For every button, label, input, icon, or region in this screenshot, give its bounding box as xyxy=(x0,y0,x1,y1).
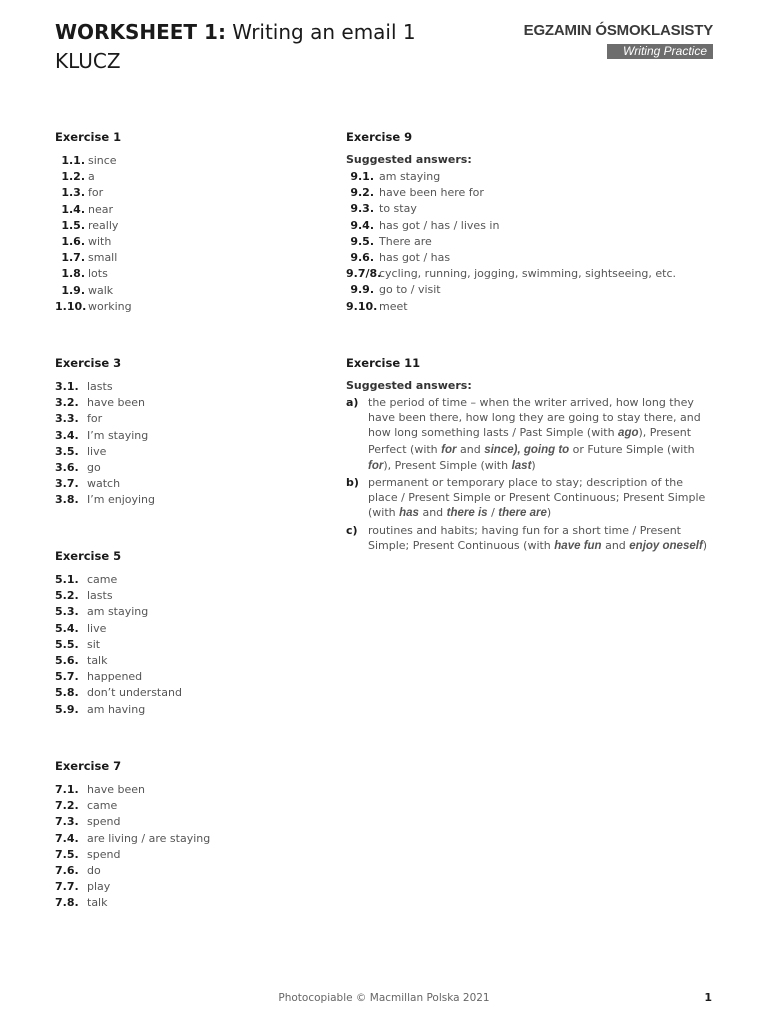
answer-text: live xyxy=(87,444,107,458)
answer-number: 3.5. xyxy=(55,444,79,458)
answer-text: don’t understand xyxy=(87,686,182,700)
answer-keyword: there is xyxy=(446,507,488,520)
exercise-3-title: Exercise 3 xyxy=(55,356,122,370)
answer-text xyxy=(368,395,713,474)
answer-row xyxy=(346,250,472,266)
answer-number: 7.2. xyxy=(55,799,79,813)
answer-row xyxy=(55,831,211,847)
answer-text-part: or Future Simple (with xyxy=(569,442,695,456)
answer-row xyxy=(55,460,121,476)
exercise-5-answers xyxy=(55,572,182,718)
answer-text: am having xyxy=(87,702,146,716)
answer-row xyxy=(346,299,472,315)
answer-row xyxy=(55,411,121,427)
answer-row xyxy=(55,492,155,508)
answer-text-part: ), Present Simple (with xyxy=(383,458,512,472)
answer-text: happened xyxy=(87,670,143,684)
answer-text: since xyxy=(88,154,117,167)
exercise-1 xyxy=(55,130,132,315)
answer-row xyxy=(55,588,121,604)
worksheet-title-rest: Writing an email 1 xyxy=(225,20,416,44)
answer-row xyxy=(346,185,484,201)
answer-text: spend xyxy=(87,847,121,861)
answer-row xyxy=(55,202,121,218)
answer-row xyxy=(55,847,121,863)
brand-title: EGZAMIN ÓSMOKLASISTY xyxy=(523,22,713,39)
answer-number: 1.6. xyxy=(61,234,85,248)
answer-number: 3.8. xyxy=(55,493,79,507)
answer-text: have been xyxy=(87,783,145,796)
answer-number: 1.1. xyxy=(61,154,85,167)
answer-text: have been xyxy=(87,396,145,410)
page-number: 1 xyxy=(704,991,712,1004)
answer-letter: b) xyxy=(346,476,359,490)
exercise-11-answer-a xyxy=(346,395,716,474)
answer-text: play xyxy=(87,880,111,894)
answer-number: 9.3. xyxy=(350,202,374,216)
answer-number: 9.7/8. xyxy=(346,267,382,281)
answer-row xyxy=(55,250,121,266)
answer-text xyxy=(368,475,713,522)
answer-row xyxy=(55,218,121,234)
answer-row xyxy=(346,218,500,234)
answer-number: 9.6. xyxy=(350,250,374,264)
answer-number: 1.10. xyxy=(55,299,87,313)
answer-text: have been here for xyxy=(379,186,484,200)
answer-row xyxy=(55,185,121,201)
answer-text: are living / are staying xyxy=(87,831,211,845)
answer-number: 3.1. xyxy=(55,380,79,393)
answer-text: for xyxy=(88,186,104,200)
answer-row xyxy=(55,266,121,282)
answer-text: am staying xyxy=(87,605,149,619)
answer-text-part: ) xyxy=(531,458,536,472)
answer-text: cycling, running, jogging, swimming, sightseeing, etc. xyxy=(379,267,677,281)
answer-number: 3.4. xyxy=(55,428,79,442)
answer-text: There are xyxy=(379,234,432,248)
answer-keyword: has xyxy=(399,507,419,520)
answer-number: 3.2. xyxy=(55,396,79,410)
answer-row xyxy=(55,798,121,814)
answer-text: a xyxy=(88,170,95,184)
worksheet-subtitle: KLUCZ xyxy=(55,49,121,73)
answer-row xyxy=(55,428,149,444)
exercise-1-answers xyxy=(55,153,132,315)
exercise-11 xyxy=(346,356,716,555)
answer-letter: a) xyxy=(346,396,359,409)
answer-text: has got / has xyxy=(379,250,451,264)
answer-number: 5.1. xyxy=(55,573,79,586)
exercise-9-title: Exercise 9 xyxy=(346,130,413,144)
answer-text-part: and xyxy=(456,442,485,456)
answer-number: 5.6. xyxy=(55,653,79,667)
answer-keyword: ago xyxy=(618,427,639,440)
answer-text-part: and xyxy=(418,506,447,520)
answer-text-part: the period of time – when the writer arrived, how long they have been there, how long they are going to stay there, and how long something lasts / Past Simple (with xyxy=(368,396,701,440)
footer-copyright: Photocopiable © Macmillan Polska 2021 xyxy=(278,992,490,1004)
worksheet-title-bold: WORKSHEET 1: xyxy=(55,20,226,44)
answer-text-part: ), Present Perfect (with xyxy=(368,426,692,456)
answer-number: 5.5. xyxy=(55,637,79,651)
answer-row xyxy=(55,895,121,911)
answer-number: 5.3. xyxy=(55,605,79,619)
answer-keyword: last xyxy=(511,459,532,472)
answer-row xyxy=(55,379,121,395)
answer-text: to stay xyxy=(379,202,417,216)
answer-row xyxy=(55,637,121,653)
exercise-1-title: Exercise 1 xyxy=(55,130,122,144)
answer-text: for xyxy=(87,412,103,426)
answer-text: go xyxy=(87,460,101,474)
answer-number: 7.8. xyxy=(55,896,79,910)
answer-row xyxy=(55,234,121,250)
answer-text: lots xyxy=(88,267,108,281)
answer-number: 1.4. xyxy=(61,202,85,216)
exercise-11-suggested-label: Suggested answers: xyxy=(346,379,472,392)
answer-text: working xyxy=(88,299,132,313)
answer-number: 7.7. xyxy=(55,880,79,894)
answer-row xyxy=(55,863,121,879)
answer-number: 7.1. xyxy=(55,783,79,796)
exercise-11-title: Exercise 11 xyxy=(346,356,421,370)
answer-text: I’m staying xyxy=(87,428,149,442)
answer-number: 5.9. xyxy=(55,702,79,716)
answer-row xyxy=(346,282,472,298)
answer-text: lasts xyxy=(87,589,113,603)
answer-text-part: ) xyxy=(546,506,552,520)
answer-keyword: have fun xyxy=(554,539,602,552)
exam-brand xyxy=(493,22,713,59)
answer-keyword: since), going to xyxy=(484,443,570,456)
exercise-5 xyxy=(55,549,182,718)
answer-text: do xyxy=(87,863,101,877)
answer-text: sit xyxy=(87,637,101,651)
answer-number: 7.3. xyxy=(55,815,79,829)
answer-row xyxy=(55,879,121,895)
answer-row xyxy=(55,395,145,411)
answer-number: 9.4. xyxy=(350,218,374,232)
answer-text-part: and xyxy=(601,538,630,552)
answer-text: near xyxy=(88,202,114,216)
answer-number: 7.4. xyxy=(55,831,79,845)
answer-text-part: permanent or temporary place to stay; description of the place / Present Simple or Present Continuous; Present Simple (with xyxy=(368,476,706,520)
answer-row xyxy=(55,476,121,492)
answer-number: 9.2. xyxy=(350,186,374,200)
answer-keyword: there are xyxy=(498,507,547,520)
exercise-9-answers xyxy=(346,169,677,315)
answer-text: am staying xyxy=(379,170,441,183)
answer-letter: c) xyxy=(346,523,358,537)
answer-text: meet xyxy=(379,299,408,313)
answer-text: lasts xyxy=(87,380,113,393)
answer-row xyxy=(346,169,472,185)
answer-text: spend xyxy=(87,815,121,829)
exercise-7-answers xyxy=(55,782,211,912)
answer-row xyxy=(55,653,121,669)
answer-row xyxy=(55,299,132,315)
answer-number: 1.7. xyxy=(61,251,85,265)
answer-number: 1.8. xyxy=(61,267,85,281)
answer-text: with xyxy=(88,234,112,248)
answer-number: 7.5. xyxy=(55,847,79,861)
answer-number: 1.9. xyxy=(61,283,85,297)
answer-row xyxy=(55,444,121,460)
answer-row xyxy=(346,234,472,250)
answer-text: talk xyxy=(87,896,108,910)
exercise-3 xyxy=(55,356,155,509)
answer-text: came xyxy=(87,573,118,586)
answer-text: small xyxy=(88,251,118,265)
answer-text-part: / xyxy=(487,506,499,520)
exercise-11-answer-b xyxy=(346,475,716,522)
answer-text: go to / visit xyxy=(379,283,441,297)
answer-row xyxy=(55,572,121,588)
answer-keyword: enjoy oneself xyxy=(629,539,703,552)
answer-number: 5.2. xyxy=(55,589,79,603)
answer-text-part: routines and habits; having fun for a short time / Present Simple; Present Continuous (with xyxy=(368,523,681,552)
answer-text: walk xyxy=(88,283,114,297)
answer-text: came xyxy=(87,799,118,813)
answer-text: I’m enjoying xyxy=(87,493,155,507)
answer-number: 7.6. xyxy=(55,863,79,877)
answer-keyword: for xyxy=(368,459,384,472)
answer-number: 5.8. xyxy=(55,686,79,700)
answer-row xyxy=(346,201,472,217)
exercise-9 xyxy=(346,130,677,315)
answer-row xyxy=(55,153,121,169)
answer-number: 1.3. xyxy=(61,186,85,200)
answer-number: 9.9. xyxy=(350,283,374,297)
brand-subtitle: Writing Practice xyxy=(607,44,713,59)
exercise-5-title: Exercise 5 xyxy=(55,549,122,563)
worksheet-title xyxy=(55,18,475,76)
exercise-7-title: Exercise 7 xyxy=(55,759,122,773)
answer-text: live xyxy=(87,621,107,635)
answer-number: 3.3. xyxy=(55,412,79,426)
answer-number: 1.5. xyxy=(61,218,85,232)
answer-number: 9.10. xyxy=(346,299,378,313)
exercise-11-answer-c xyxy=(346,523,716,554)
answer-row xyxy=(55,685,182,701)
answer-text: talk xyxy=(87,653,108,667)
answer-row xyxy=(55,621,121,637)
answer-number: 1.2. xyxy=(61,170,85,184)
answer-number: 3.6. xyxy=(55,460,79,474)
answer-row xyxy=(346,266,677,282)
answer-number: 3.7. xyxy=(55,477,79,491)
answer-text: watch xyxy=(87,477,121,491)
answer-row xyxy=(55,702,146,718)
answer-text-part: ) xyxy=(702,538,708,552)
answer-row xyxy=(55,283,121,299)
answer-row xyxy=(55,604,149,620)
exercise-3-answers xyxy=(55,379,155,509)
exercise-9-suggested-label: Suggested answers: xyxy=(346,153,472,166)
answer-row xyxy=(55,669,143,685)
answer-text: really xyxy=(88,218,119,232)
answer-number: 9.1. xyxy=(350,170,374,183)
answer-row xyxy=(55,169,121,185)
answer-row xyxy=(55,814,121,830)
answer-text xyxy=(368,523,713,554)
answer-row xyxy=(55,782,145,798)
answer-keyword: for xyxy=(441,443,457,456)
answer-number: 9.5. xyxy=(350,234,374,248)
answer-number: 5.4. xyxy=(55,621,79,635)
exercise-7 xyxy=(55,759,211,912)
answer-number: 5.7. xyxy=(55,670,79,684)
answer-text: has got / has / lives in xyxy=(379,218,500,232)
